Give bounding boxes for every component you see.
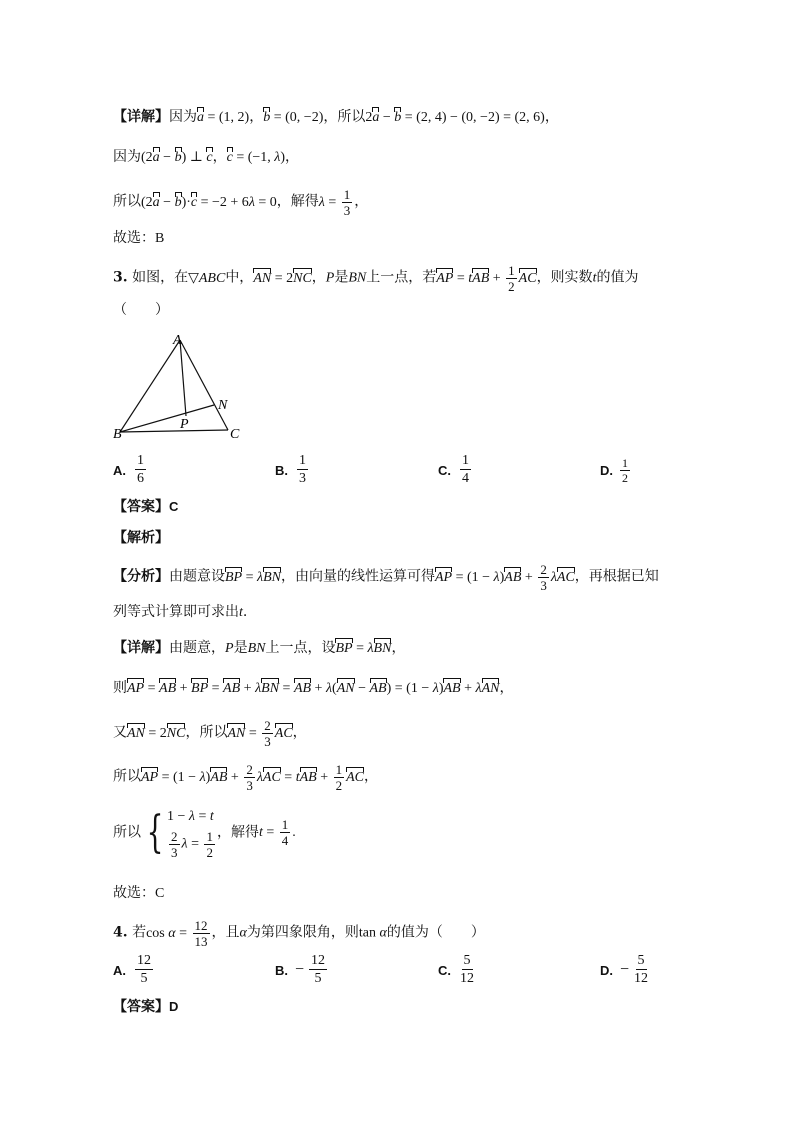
- q3-option-d[interactable]: D. $\frac{1}{2}$: [600, 456, 628, 485]
- q3-option-c[interactable]: C. $\frac{1}{4}$: [438, 453, 469, 486]
- q3-paren: （ ）: [113, 302, 169, 318]
- q4-option-c[interactable]: C. $\frac{5}{12}$: [438, 953, 474, 986]
- q3-detail-line3: 又AN = 2NC，所以AN = $\frac{2}{3}$ AC，: [113, 718, 307, 749]
- q3-answer: 【答案】C: [113, 499, 179, 515]
- math-2a-b: 2a − b = (2, 4) − (0, −2) = (2, 6): [365, 110, 544, 125]
- segment-bn: [120, 405, 214, 432]
- q4-option-a[interactable]: A. $\frac{12}{5}$: [113, 953, 151, 986]
- q2-detail-line3: 所以(2a − b)·c = −2 + 6λ = 0，解得λ = $\frac{1}{3}$ ，: [113, 187, 369, 218]
- q3-detail-line4: 所以AP = (1 − λ)AB + $\frac{2}{3}$ λAC = tAB + $\frac{1}{2}$ AC，: [113, 762, 378, 793]
- math-c: c = (−1, λ): [227, 150, 285, 165]
- q3-detail-system: 所以 { 1 − λ = t $\frac{2}{3}$ λ = $\frac{1}{2}$ ，解得t = $\frac{1}{4}$ .: [113, 806, 296, 860]
- q3-fenxi-line1: 【分析】由题意设BP = λBN，由向量的线性运算可得AP = (1 − λ)AB + $\frac{2}{3}$ λAC，再根据已知: [113, 562, 659, 593]
- q3-stem: 3. 如图，在▽ABC中，AN = 2NC，P是BN上一点，若AP = tAB + $\frac{1}{2}$ AC，则实数t的值为: [113, 263, 639, 294]
- q3-fenxi-line2: 列等式计算即可求出t.: [113, 604, 248, 620]
- edge-bc: [120, 430, 228, 432]
- label-b: B: [113, 427, 122, 442]
- q2-detail-line1: 【详解】因为a = (1, 2)，b = (0, −2)，所以2a − b = (2, 4) − (0, −2) = (2, 6)，: [113, 107, 559, 128]
- label-n: N: [218, 398, 228, 413]
- triangle-figure: [110, 330, 250, 445]
- q3-detail-line2: 则AP = AB + BP = AB + λBN = AB + λ(AN − AB) = (1 − λ)AB + λAN，: [113, 678, 513, 699]
- question-number: 3.: [113, 269, 128, 286]
- question-number: 4.: [113, 924, 128, 941]
- q4-answer: 【答案】D: [113, 999, 179, 1015]
- segment-ap: [180, 340, 186, 416]
- detail-tag: 【详解】: [113, 109, 169, 125]
- label-p: P: [180, 417, 189, 432]
- math-lambda: λ = $\frac{1}{3}$: [318, 187, 351, 218]
- q4-stem: 4. 若cos α = $\frac{12}{13}$ ，且α为第四象限角，则tan α的值为（ ）: [113, 918, 485, 949]
- edge-ab: [120, 340, 180, 432]
- label-c: C: [230, 427, 240, 442]
- q4-option-d[interactable]: D. − $\frac{5}{12}$: [600, 953, 648, 986]
- math-an-2nc: AN = 2NC: [253, 271, 311, 286]
- q3-analysis-tag: 【解析】: [113, 530, 169, 546]
- q3-option-b[interactable]: B. $\frac{1}{3}$: [275, 453, 306, 486]
- math-b: b = (0, −2): [263, 110, 323, 125]
- q2-detail-line2: 因为(2a − b) ⊥ c，c = (−1, λ)，: [113, 147, 299, 168]
- math-dot: (2a − b)·c = −2 + 6λ = 0: [141, 195, 277, 210]
- math-ap-def: AP = tAB + $\frac{1}{2}$ AC: [436, 263, 537, 294]
- q2-choice: 故选：B: [113, 230, 165, 246]
- math-perp: (2a − b) ⊥ c: [141, 150, 213, 165]
- q3-choice: 故选：C: [113, 885, 165, 901]
- label-a: A: [173, 333, 182, 348]
- math-a: a = (1, 2): [197, 110, 249, 125]
- q4-option-b[interactable]: B. − $\frac{12}{5}$: [275, 953, 325, 986]
- q3-detail-line1: 【详解】由题意，P是BN上一点，设BP = λBN，: [113, 638, 405, 659]
- q3-option-a[interactable]: A. $\frac{1}{6}$: [113, 453, 144, 486]
- triangle-abc: ▽ABC: [188, 269, 226, 286]
